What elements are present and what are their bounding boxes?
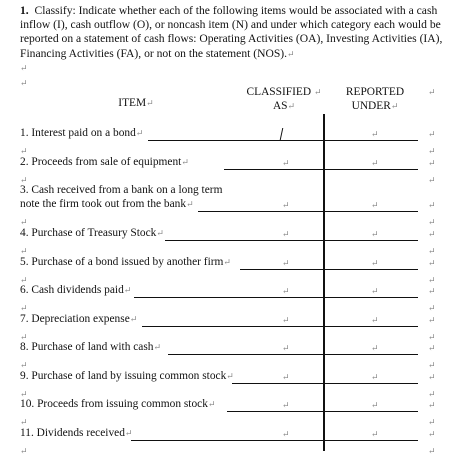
paragraph-mark-icon: ↵ bbox=[20, 332, 28, 342]
row-end-mark-icon: ↵ bbox=[428, 275, 436, 285]
list-item bbox=[20, 227, 164, 241]
row-end-mark-icon: ↵ bbox=[428, 372, 436, 382]
row-end-mark-icon: ↵ bbox=[428, 315, 436, 325]
list-item bbox=[20, 156, 189, 170]
list-item bbox=[20, 284, 131, 298]
answer-line bbox=[232, 383, 418, 384]
paragraph-mark-icon: ↵ bbox=[156, 228, 164, 238]
row-end-mark-icon: ↵ bbox=[428, 400, 436, 410]
paragraph-mark-icon: ↵ bbox=[20, 78, 28, 88]
paragraph-mark-icon: ↵ bbox=[20, 360, 28, 370]
cell-mark-icon: ↵ bbox=[371, 286, 379, 296]
row-end-mark-icon: ↵ bbox=[428, 246, 436, 256]
paragraph-mark-icon: ↵ bbox=[20, 303, 28, 313]
cell-mark-icon: ↵ bbox=[371, 429, 379, 439]
row-end-mark-icon: ↵ bbox=[428, 446, 436, 456]
list-item bbox=[20, 127, 143, 141]
answer-line bbox=[240, 269, 418, 270]
item-label: 4. Purchase of Treasury Stock bbox=[20, 227, 157, 239]
paragraph-mark-icon: ↵ bbox=[123, 285, 132, 295]
paragraph-mark-icon: ↵ bbox=[181, 157, 189, 167]
answer-line bbox=[227, 411, 418, 412]
answer-line bbox=[224, 169, 418, 170]
list-item bbox=[20, 398, 215, 412]
answer-line bbox=[134, 297, 418, 298]
list-item bbox=[20, 184, 222, 198]
paragraph-mark-icon: ↵ bbox=[20, 389, 28, 399]
cell-mark-icon: ↵ bbox=[282, 286, 290, 296]
answer-line bbox=[165, 240, 418, 241]
item-label: 10. Proceeds from issuing common stock bbox=[20, 398, 208, 410]
item-label: 3. Cash received from a bank on a long term bbox=[20, 184, 223, 196]
row-end-mark-icon: ↵ bbox=[428, 286, 436, 296]
item-label: 11. Dividends received bbox=[20, 427, 125, 439]
paragraph-mark-icon: ↵ bbox=[223, 257, 231, 267]
cell-mark-icon: ↵ bbox=[371, 315, 379, 325]
paragraph-mark-icon: ↵ bbox=[20, 246, 28, 256]
column-header-reported: REPORTED UNDER↵ bbox=[345, 86, 405, 112]
row-end-mark-icon: ↵ bbox=[428, 217, 436, 227]
row-end-mark-icon: ↵ bbox=[428, 360, 436, 370]
list-item bbox=[20, 341, 161, 355]
cell-mark-icon: ↵ bbox=[282, 200, 290, 210]
cell-mark-icon: ↵ bbox=[371, 400, 379, 410]
item-label: 9. Purchase of land by issuing common stock bbox=[20, 370, 227, 382]
item-label: 8. Purchase of land with cash bbox=[20, 341, 154, 353]
cell-mark-icon: ↵ bbox=[282, 429, 290, 439]
list-item bbox=[20, 313, 137, 327]
paragraph-mark-icon: ↵ bbox=[129, 314, 138, 324]
answer-line bbox=[148, 140, 418, 141]
item-label: note the firm took out from the bank bbox=[20, 198, 187, 210]
row-end-mark-icon: ↵ bbox=[428, 303, 436, 313]
instructions-paragraph bbox=[20, 4, 452, 61]
list-item bbox=[20, 427, 132, 441]
column-divider bbox=[323, 114, 325, 451]
text-cursor bbox=[280, 128, 284, 140]
answer-line bbox=[168, 354, 418, 355]
paragraph-mark-icon: ↵ bbox=[207, 399, 216, 409]
item-label: 7. Depreciation expense bbox=[20, 313, 130, 325]
row-end-mark-icon: ↵ bbox=[428, 158, 436, 168]
item-label: 1. Interest paid on a bond bbox=[20, 127, 136, 139]
row-end-mark-icon: ↵ bbox=[428, 87, 436, 97]
row-end-mark-icon: ↵ bbox=[428, 389, 436, 399]
paragraph-mark-icon: ↵ bbox=[20, 446, 28, 456]
cell-mark-icon: ↵ bbox=[282, 372, 290, 382]
cell-mark-icon: ↵ bbox=[371, 200, 379, 210]
paragraph-mark-icon: ↵ bbox=[20, 217, 28, 227]
cell-mark-icon: ↵ bbox=[371, 229, 379, 239]
column-header-item: ITEM↵ bbox=[118, 97, 154, 109]
row-end-mark-icon: ↵ bbox=[428, 229, 436, 239]
cell-mark-icon: ↵ bbox=[282, 258, 290, 268]
cell-mark-icon: ↵ bbox=[282, 229, 290, 239]
cell-mark-icon: ↵ bbox=[371, 343, 379, 353]
row-end-mark-icon: ↵ bbox=[428, 417, 436, 427]
answer-line bbox=[198, 211, 418, 212]
cell-mark-icon: ↵ bbox=[282, 158, 290, 168]
row-end-mark-icon: ↵ bbox=[428, 129, 436, 139]
item-label: 2. Proceeds from sale of equipment bbox=[20, 156, 182, 168]
instructions-text: Classify: Indicate whether each of the following items would be associated with a cash inflow (I), cash outflow (O), or noncash item (N) and under which category each would be reported on a statement of cash flows: Operating Activities (OA), Investing Activities (IA), Financing Activities (FA), or not on the statement (NOS). bbox=[20, 4, 443, 60]
paragraph-mark-icon: ↵ bbox=[135, 128, 144, 138]
list-item bbox=[20, 370, 234, 384]
cell-mark-icon: ↵ bbox=[371, 372, 379, 382]
question-number: 1. bbox=[20, 4, 29, 17]
paragraph-mark-icon: ↵ bbox=[287, 48, 295, 59]
paragraph-mark-icon: ↵ bbox=[20, 146, 28, 156]
cell-mark-icon: ↵ bbox=[371, 129, 379, 139]
list-item bbox=[20, 256, 231, 270]
cell-mark-icon: ↵ bbox=[282, 400, 290, 410]
answer-line bbox=[131, 440, 418, 441]
cell-mark-icon: ↵ bbox=[282, 343, 290, 353]
row-end-mark-icon: ↵ bbox=[428, 258, 436, 268]
paragraph-mark-icon: ↵ bbox=[153, 342, 162, 352]
row-end-mark-icon: ↵ bbox=[428, 343, 436, 353]
row-end-mark-icon: ↵ bbox=[428, 175, 436, 185]
paragraph-mark-icon: ↵ bbox=[20, 63, 28, 73]
cell-mark-icon: ↵ bbox=[282, 315, 290, 325]
list-item-continued bbox=[20, 198, 194, 212]
column-header-classified: CLASSIFIED ↵ AS↵ bbox=[246, 86, 322, 112]
item-label: 6. Cash dividends paid bbox=[20, 284, 124, 296]
paragraph-mark-icon: ↵ bbox=[226, 371, 234, 381]
cell-mark-icon: ↵ bbox=[371, 258, 379, 268]
item-label: 5. Purchase of a bond issued by another firm bbox=[20, 256, 224, 268]
cell-mark-icon: ↵ bbox=[371, 158, 379, 168]
row-end-mark-icon: ↵ bbox=[428, 429, 436, 439]
answer-line bbox=[142, 326, 418, 327]
paragraph-mark-icon: ↵ bbox=[20, 175, 28, 185]
row-end-mark-icon: ↵ bbox=[428, 332, 436, 342]
row-end-mark-icon: ↵ bbox=[428, 200, 436, 210]
paragraph-mark-icon: ↵ bbox=[20, 417, 28, 427]
row-end-mark-icon: ↵ bbox=[428, 146, 436, 156]
paragraph-mark-icon: ↵ bbox=[186, 199, 194, 209]
paragraph-mark-icon: ↵ bbox=[20, 275, 28, 285]
paragraph-mark-icon: ↵ bbox=[124, 428, 133, 438]
